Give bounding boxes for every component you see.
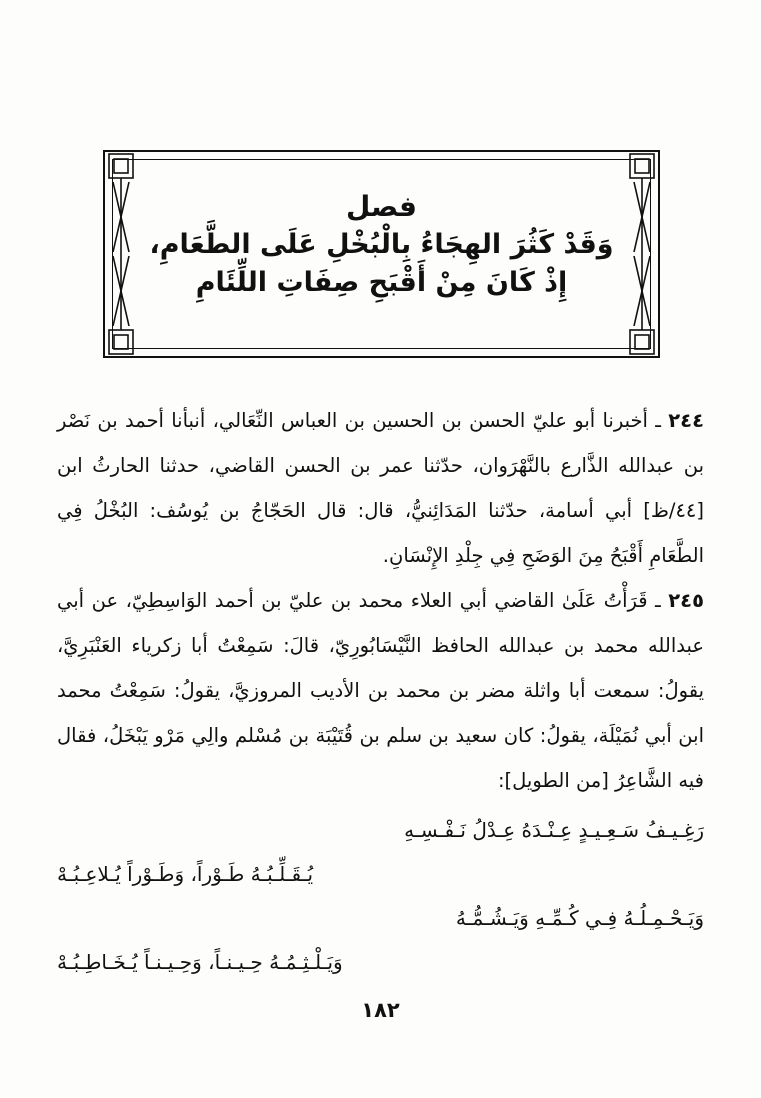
verse-line: وَيَـحْـمِـلُـهُ فِـي كُـمِّـهِ وَيَـشُـمُّـهُ bbox=[455, 906, 704, 930]
verse-line: وَيَـلْـثِـمُـهُ حِـيـنـاً، وَحِـيـنـاً يُـخَـاطِـبُـهْ bbox=[57, 950, 343, 974]
paragraph-text: ـ قَرَأْتُ عَلَىٰ القاضي أبي العلاء محمد بن عليّ بن أحمد الوَاسِطِيّ، عن أبي عبدالله محمد بن عبدالله الحافظ النَّيْسَابُورِيّ، قالَ: سَمِعْتُ أبا زكرياء العَنْبَرِيَّ، يقولُ: سمعت أبا واثلة مضر بن محمد بن الأديب المروزيَّ، يقولُ: سَمِعْتُ محمد ابن أبي نُمَيْلَة، يقولُ: كان سعيد بن سلم بن قُتَيْبَة بن مُسْلم والِي مَرْو يَبْخَلُ، فقال فيه الشَّاعِرُ [من الطويل]: bbox=[57, 589, 704, 792]
left-ornament-icon bbox=[107, 152, 135, 356]
paragraph-text: ـ أخبرنا أبو عليّ الحسن بن الحسين بن العباس النِّعَالي، أنبأنا أحمد بن نَصْر بن عبدالله الذَّارع بالنَّهْرَوان، حدّثنا عمر بن الحسن القاضي، حدثنا الحارثُ ابن [٤٤/ظ] أبي أسامة، حدّثنا المَدَائِنيُّ، قال: قال الحَجّاجُ بن يُوسُف: البُخْلُ فِي الطَّعَامِ أَقْبَحُ مِنَ الوَضَحِ فِي جِلْدِ الإِنْسَانِ. bbox=[57, 409, 704, 567]
page-number: ١٨٢ bbox=[361, 998, 400, 1022]
paragraph-number: ٢٤٤ bbox=[668, 409, 704, 432]
right-ornament-icon bbox=[628, 152, 656, 356]
chapter-heading bbox=[145, 188, 618, 302]
heading-line-3: إِذْ كَانَ مِنْ أَقْبَحِ صِفَاتِ اللِّئَامِ bbox=[195, 267, 568, 298]
heading-line-2: وَقَدْ كَثُرَ الهِجَاءُ بِالْبُخْلِ عَلَى الطَّعَامِ، bbox=[149, 229, 614, 260]
poem-verses bbox=[57, 808, 704, 984]
heading-line-1: فصل bbox=[346, 190, 417, 223]
verse-line: يُـقَـلِّـبُـهُ طَـوْراً، وَطَـوْراً يُـلاعِـبُـهْ bbox=[57, 862, 314, 886]
paragraph-244 bbox=[57, 398, 704, 578]
paragraph-number: ٢٤٥ bbox=[668, 589, 704, 612]
verse-line: رَغِـيـفُ سَـعِـيـدٍ عِـنْـدَهُ عِـدْلُ نَـفْـسِـهِ bbox=[404, 818, 704, 842]
chapter-title-frame bbox=[103, 150, 660, 358]
paragraph-245 bbox=[57, 578, 704, 803]
